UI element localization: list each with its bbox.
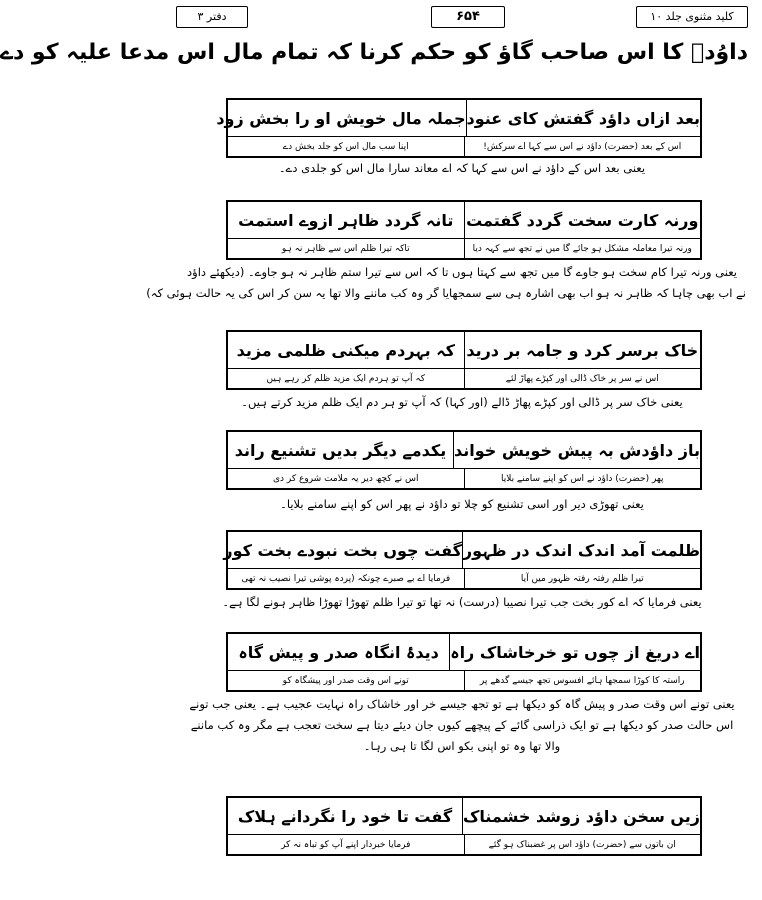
verse-right: زیں سخن داؤد زوشد خشمناک: [462, 806, 700, 826]
verse-box: [226, 632, 702, 692]
verse-left: جملہ مال خویش او را بخش زود: [216, 100, 466, 136]
translation-left: اس نے کچھ دیر یہ ملامت شروع کر دی: [228, 469, 465, 488]
verse-left: گفت چوں بخت نبودے بخت کور: [223, 532, 462, 568]
verse-right: ورنہ کارت سخت گردد گفتمت: [466, 210, 699, 230]
translation-left: فرمایا خبردار اپنے آپ کو تباہ نہ کر: [228, 835, 465, 854]
verse-left: گفت تا خود را نگردانے ہلاک: [228, 798, 463, 834]
translation-left: اپنا سب مال اس کو جلد بخش دے: [228, 137, 465, 156]
verse-box: [216, 98, 702, 158]
commentary-block: [178, 392, 746, 413]
verse-box: [226, 330, 702, 390]
page-number: ۶۵۴: [431, 6, 505, 28]
verse-left: کہ بہردم میکنی ظلمی مزید: [228, 332, 465, 368]
book-title-box: کلید مثنوی جلد ۱۰: [636, 6, 748, 28]
translation-right: اس کے بعد (حضرت) داؤد نے اس سے کہا اے سرکش!: [483, 141, 682, 152]
verse-box: [226, 430, 702, 490]
translation-left: کہ آپ تو ہردم ایک مزید ظلم کر رہے ہیں: [228, 369, 465, 388]
verse-box: [223, 530, 702, 590]
commentary-line: یعنی خاک سر پر ڈالی اور کپڑے پھاڑ ڈالے (اور کہا) کہ آپ تو ہر دم ایک ظلم مزید کرتے ہیں۔: [241, 395, 683, 409]
daftar-label: دفتر ۳: [176, 6, 248, 28]
translation-right: راستہ کا کوڑا سمجھا ہائے افسوس تجھ جیسے گدھے پر: [479, 675, 685, 686]
translation-right: ان باتوں سے (حضرت) داؤد اس پر غضبناک ہو گئے: [488, 839, 676, 850]
translation-left: تاکہ تیرا ظلم اس سے ظاہر نہ ہو: [228, 239, 465, 258]
commentary-line: نے اب بھی چاہا کہ ظاہر نہ ہو اب بھی اشارہ ہی سے سمجھایا گر وہ کب ماننے والا تھا یہ سن کر اس کی یہ حالت ہوئی کہ): [146, 286, 746, 300]
translation-right: اس نے سر پر خاک ڈالی اور کپڑے پھاڑ لئے: [505, 373, 659, 384]
commentary-line: یعنی بعد اس کے داؤد نے اس سے کہا کہ اے معاند سارا مال اس کو جلدی دے۔: [278, 161, 646, 175]
verse-box: [226, 200, 702, 260]
verse-right: خاک برسر کرد و جامہ بر درید: [466, 340, 699, 360]
verse-left: تانہ گردد ظاہر ازوے استمت: [228, 202, 465, 238]
commentary-block: [178, 694, 746, 757]
verse-right: اے دریغ از چوں تو خرخاشاک راہ: [450, 642, 700, 662]
verse-left: دیدۂ انگاہ صدر و پیش گاہ: [228, 634, 450, 670]
commentary-line: یعنی تونے اس وقت صدر و پیش گاہ کو دیکھا ہے تو تجھ جیسے خر اور خاشاک راہ نہایت عجیب ہے۔ یعنی جب تونے: [189, 697, 735, 711]
verse-left: یکدمے دیگر بدیں تشنیع راند: [228, 432, 454, 468]
verse-box: [226, 796, 702, 856]
commentary-block: [146, 262, 746, 304]
translation-left: فرمایا اے بے صبرے چونکہ (پردہ پوشی تیرا نصیب نہ تھی: [228, 569, 465, 588]
verse-right: باز داؤدش بہ پیش خویش خواند: [453, 440, 700, 460]
commentary-block: [178, 158, 746, 179]
commentary-block: [178, 592, 746, 613]
translation-right: تیرا ظلم رفتہ رفتہ ظہور میں آیا: [520, 573, 644, 584]
translation-right: پھر (حضرت) داؤد نے اس کو اپنے سامنے بلایا: [500, 473, 664, 484]
commentary-block: [178, 494, 746, 515]
commentary-line: یعنی ورنہ تیرا کام سخت ہو جاوے گا میں تجھ سے کہتا ہوں تا کہ اس سے تیرا ستم ظاہر نہ ہو جاوے۔ (دیکھئے داؤد: [187, 265, 737, 279]
commentary-line: والا تھا وہ تو اپنی بکو اس لگا تا ہی رہا۔: [363, 739, 561, 753]
translation-right: ورنہ تیرا معاملہ مشکل ہو جائے گا میں نے تجھ سے کہہ دیا: [472, 243, 692, 254]
translation-left: تونے اس وقت صدر اور پیشگاہ کو: [228, 671, 465, 690]
commentary-line: یعنی تھوڑی دیر اور اسی تشنیع کو چلا تو داؤد نے پھر اس کو اپنے سامنے بلایا۔: [280, 497, 644, 511]
chapter-title: داوُدؑ کا اس صاحب گاؤ کو حکم کرنا کہ تمام مال اس مدعا علیہ کو دے: [0, 40, 748, 65]
page-header: [176, 6, 748, 28]
commentary-line: یعنی فرمایا کہ اے کور بخت جب تیرا نصیبا (درست) نہ تھا تو تیرا ظلم تھوڑا تھوڑا ظاہر ہونے لگا ہے۔: [222, 595, 702, 609]
commentary-line: اس حالت صدر کو دیکھا ہے تو ایک ذراسی گائے کے پیچھے کیوں جان دیئے دیتا ہے سخت تعجب ہے مگر وہ کب ماننے: [190, 718, 734, 732]
verse-right: ظلمت آمد اندک اندک در ظہور: [462, 540, 700, 560]
verse-right: بعد ازاں داؤد گفتش کای عنود: [466, 108, 700, 128]
